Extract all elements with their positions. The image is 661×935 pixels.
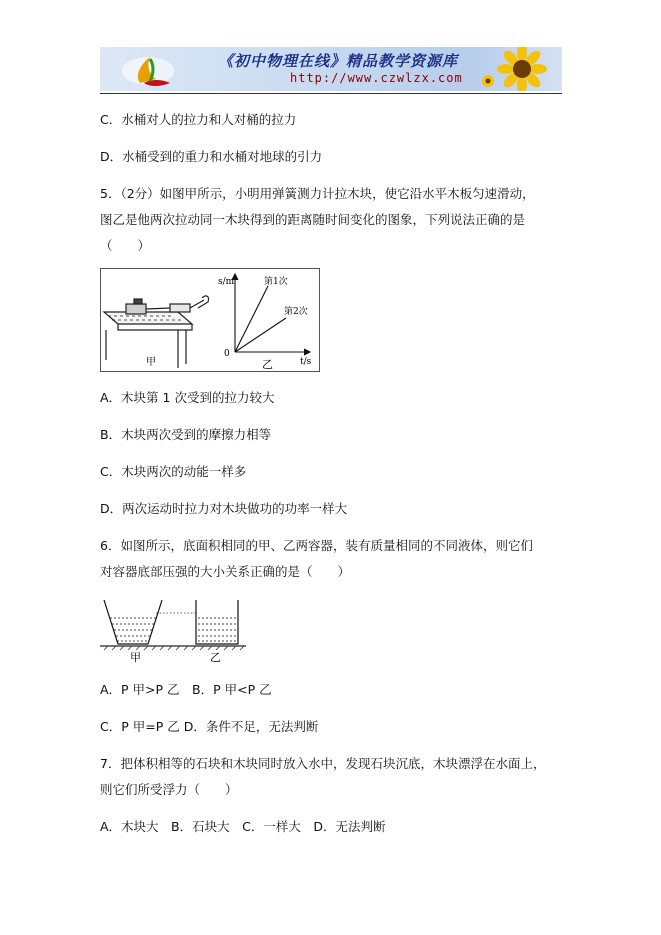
q5-option-b: B．木块两次受到的摩擦力相等 xyxy=(100,427,272,442)
q5-line-first xyxy=(235,286,268,352)
q6-container-yi xyxy=(196,600,238,644)
q5-stem-line3: （ ） xyxy=(100,238,151,253)
q5-x-axis-label: t/s xyxy=(300,357,312,367)
q5-figure xyxy=(100,268,320,372)
q6-label-yi: 乙 xyxy=(210,651,221,664)
q6-stem-line2: 对容器底部压强的大小关系正确的是（ ） xyxy=(100,564,351,579)
q5-line2-label: 第2次 xyxy=(284,307,308,317)
q6-container-jia xyxy=(104,600,162,644)
q4-option-d: D．水桶受到的重力和水桶对地球的引力 xyxy=(100,149,323,164)
q5-option-d: D．两次运动时拉力对木块做功的功率一样大 xyxy=(100,501,348,516)
header-url: http://www.czwlzx.com xyxy=(290,71,463,85)
q5-stem-line2: 图乙是他两次拉动同一木块得到的距离随时间变化的图象，下列说法正确的是 xyxy=(100,212,526,227)
q6-label-jia: 甲 xyxy=(130,651,141,664)
q7-options: A．木块大 B．石块大 C．一样大 D．无法判断 xyxy=(100,819,386,834)
q5-apparatus-drawing xyxy=(104,296,209,368)
q5-option-a: A．木块第 1 次受到的拉力较大 xyxy=(100,390,275,405)
q7-stem-line2: 则它们所受浮力（ ） xyxy=(100,782,238,797)
q7-stem-line1: 7．把体积相等的石块和木块同时放入水中，发现石块沉底，木块漂浮在水面上， xyxy=(100,756,546,771)
q6-stem-line1: 6．如图所示，底面积相同的甲、乙两容器，装有质量相同的不同液体，则它们 xyxy=(100,538,533,553)
q6-options-line1: A．P 甲>P 乙 B．P 甲<P 乙 xyxy=(100,682,272,697)
header-banner xyxy=(100,47,562,91)
header-rule xyxy=(100,93,562,94)
q6-figure xyxy=(100,598,246,664)
q5-label-yi: 乙 xyxy=(262,358,273,371)
q5-label-jia: 甲 xyxy=(146,357,156,368)
q6-options-line2: C．P 甲=P 乙 D．条件不足，无法判断 xyxy=(100,719,319,734)
q5-y-axis-label: s/m xyxy=(218,277,235,287)
logo-icon xyxy=(120,49,176,89)
q5-line-second xyxy=(235,318,286,352)
sunflower-icon xyxy=(478,47,558,91)
q5-stem-line1: 5．（2分）如图甲所示，小明用弹簧测力计拉木块，使它沿水平木板匀速滑动， xyxy=(100,186,535,201)
header-title: 《初中物理在线》精品教学资源库 xyxy=(218,52,459,70)
q5-line1-label: 第1次 xyxy=(264,277,288,287)
q4-option-c: C．水桶对人的拉力和人对桶的拉力 xyxy=(100,112,297,127)
q5-origin-label: 0 xyxy=(224,349,230,359)
q5-option-c: C．木块两次的动能一样多 xyxy=(100,464,247,479)
